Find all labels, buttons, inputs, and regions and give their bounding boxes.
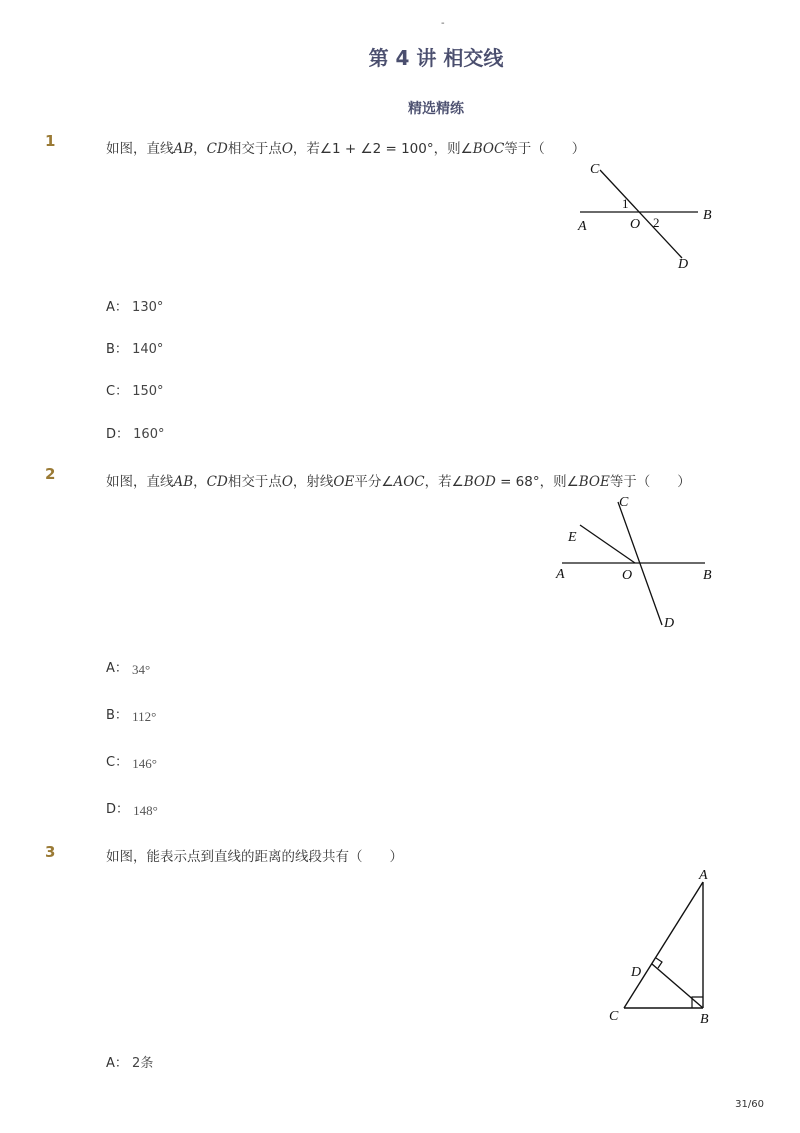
label-o: O <box>630 217 641 232</box>
ray-oe <box>580 525 635 563</box>
segment-ac <box>624 882 703 1008</box>
angle-1-label: 1 <box>622 196 629 211</box>
question-number: 2 <box>45 465 56 483</box>
q2-figure <box>550 490 720 635</box>
page-number: 31/60 <box>735 1099 764 1110</box>
question-number: 3 <box>45 843 56 861</box>
question-number: 1 <box>45 132 56 150</box>
label-c: C <box>609 1009 619 1024</box>
label-d: D <box>664 616 675 631</box>
line-cd <box>600 170 682 258</box>
label-d: D <box>678 257 689 272</box>
angle-2-label: 2 <box>653 215 660 230</box>
label-d: D <box>631 965 642 980</box>
label-a: A <box>699 868 708 883</box>
option-a[interactable]: A： 130° <box>106 300 164 315</box>
label-c: C <box>590 162 600 177</box>
page-title: 第 4 讲 相交线 <box>368 46 504 70</box>
option-b[interactable]: B： 140° <box>106 342 164 357</box>
right-angle-d <box>656 958 662 968</box>
label-a: A <box>578 219 587 234</box>
question-text: 如图，直线AB，CD相交于点O，若∠1 + ∠2 = 100°，则∠BOC等于（ ） <box>106 141 586 157</box>
question-text: 如图，直线AB，CD相交于点O，射线OE平分∠AOC，若∠BOD = 68°，则∠BOE等于（ ） <box>106 474 691 490</box>
section-title: 精选精练 <box>408 101 464 117</box>
option-a[interactable]: A： 34° <box>106 661 151 677</box>
option-c[interactable]: C： 146° <box>106 755 157 771</box>
label-b: B <box>703 208 712 223</box>
segment-bd <box>652 964 703 1008</box>
label-e: E <box>568 530 577 545</box>
question-text: 如图，能表示点到直线的距离的线段共有（ ） <box>106 849 403 865</box>
label-c: C <box>619 495 629 510</box>
header-dash: - <box>441 18 445 29</box>
option-b[interactable]: B： 112° <box>106 708 157 724</box>
option-d[interactable]: D： 148° <box>106 802 158 818</box>
option-a[interactable]: A： 2条 <box>106 1056 154 1071</box>
option-d[interactable]: D： 160° <box>106 427 165 442</box>
label-b: B <box>700 1012 709 1027</box>
option-c[interactable]: C： 150° <box>106 384 164 399</box>
q3-figure <box>600 860 730 1035</box>
label-o: O <box>622 568 633 583</box>
q1-figure <box>570 155 730 275</box>
label-a: A <box>556 567 565 582</box>
label-b: B <box>703 568 712 583</box>
